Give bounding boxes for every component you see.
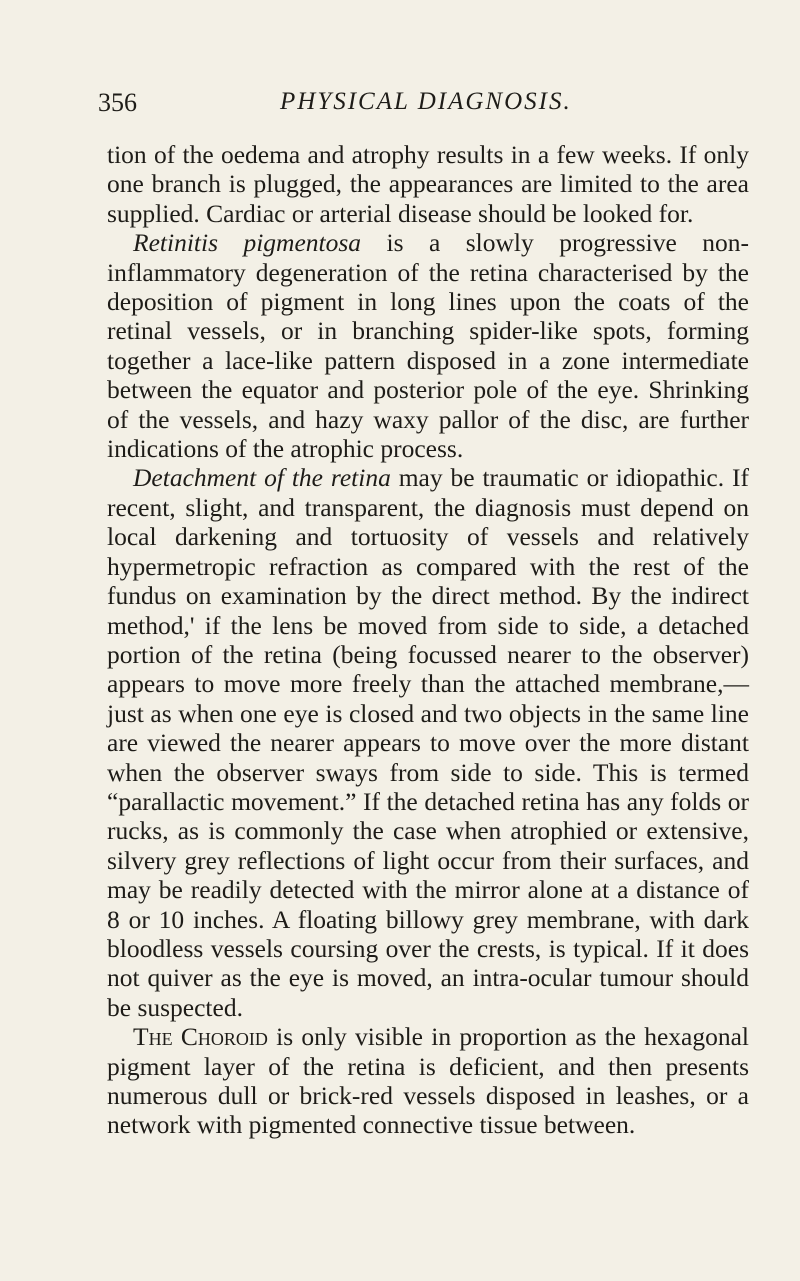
- page-number: 356: [98, 88, 137, 117]
- running-head: PHYSICAL DIAGNOSIS.: [280, 88, 572, 115]
- paragraph-text: may be traumatic or idiopathic. If recent, slight, and transparent, the diagnosis must depend on local darkening and tortuosity of vessels and relatively hypermetropic refraction as compared with the rest of the fundus on examination by the direct method. By the indirect method,' if the lens be moved from side to side, a detached portion of the retina (being focussed nearer to the observer) appears to move more freely than the attached membrane,—just as when one eye is closed and two objects in the same line are viewed the nearer appears to move over the more distant when the observer sways from side to side. This is termed “parallactic movement.” If the detached retina has any folds or rucks, as is commonly the case when atrophied or extensive, silvery grey reflections of light occur from their surfaces, and may be readily detected with the mirror alone at a distance of 8 or 10 inches. A floating billowy grey membrane, with dark bloodless vessels coursing over the crests, is typical. If it does not quiver as the eye is moved, an intra-ocular tumour should be suspected.: [107, 463, 749, 1022]
- page-header: [98, 88, 750, 120]
- paragraph-detachment-of-retina: [107, 463, 749, 1022]
- paragraph-retinitis-pigmentosa: [107, 228, 749, 463]
- paragraph-text: is a slowly progressive non-inflammatory degeneration of the retina characterised by the deposition of pigment in long lines upon the coats of the retinal vessels, or in branching spider-like spots, forming together a lace-like pattern disposed in a zone intermediate between the equator and posterior pole of the eye. Shrinking of the vessels, and hazy waxy pallor of the disc, are further indications of the atrophic process.: [107, 228, 749, 464]
- paragraph-text: is only visible in proportion as the hexagonal pigment layer of the retina is deficient, and then presents numerous dull or brick-red vessels disposed in leashes, or a network with pigmented connective tissue between.: [107, 1022, 749, 1140]
- paragraph-lead-term: The Choroid: [133, 1022, 268, 1052]
- paragraph-text: tion of the oedema and atrophy results in a few weeks. If only one branch is plugged, the appearances are limited to the area supplied. Cardiac or arterial disease should be looked for.: [107, 140, 749, 228]
- paragraph-choroid: [107, 1022, 749, 1140]
- paragraph-lead-term: Retinitis pigmentosa: [133, 228, 362, 258]
- paragraph-lead-term: Detachment of the retina: [133, 463, 391, 493]
- paragraph-oedema-continuation: [107, 140, 749, 228]
- body-text: [107, 140, 749, 1140]
